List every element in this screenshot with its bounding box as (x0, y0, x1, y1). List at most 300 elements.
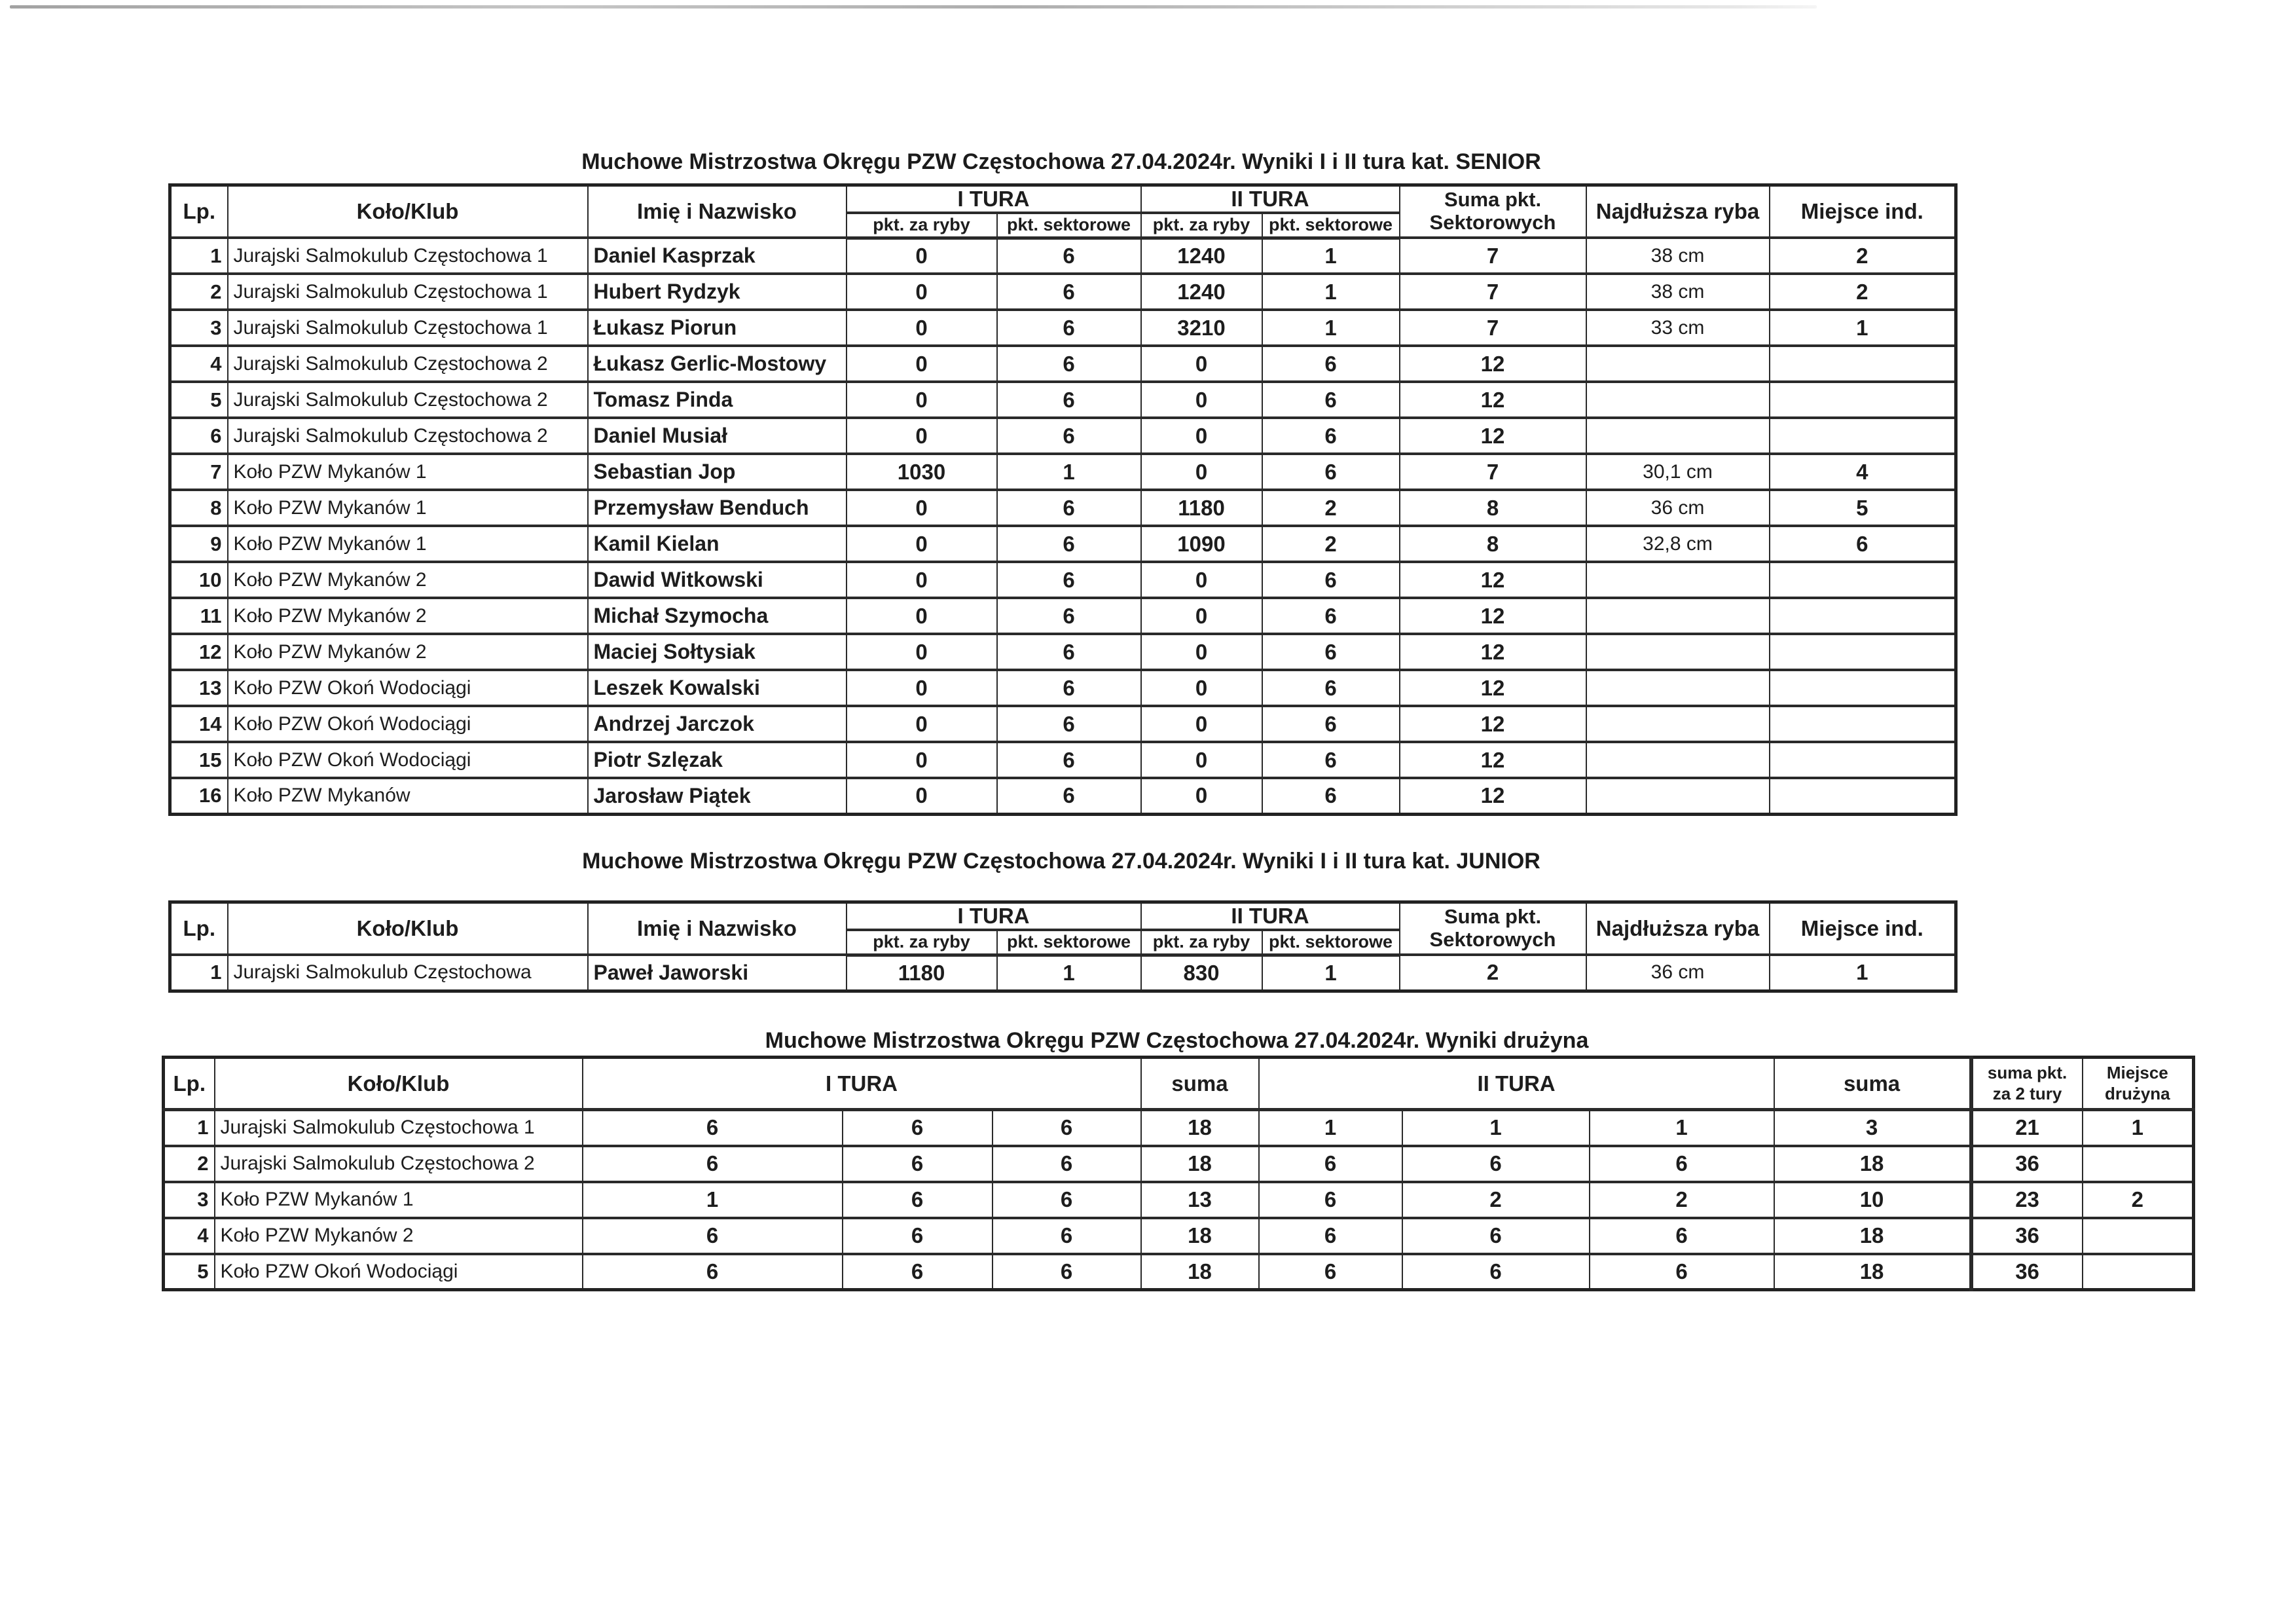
miejsce-ind-cell: 2 (1770, 238, 1956, 274)
team-results-table (162, 1056, 2195, 1291)
tura2-pkt-sektorowe-cell: 2 (1262, 526, 1400, 562)
team-header-suma2: suma (1774, 1058, 1971, 1110)
tura2-pkt-sektorowe-cell: 6 (1262, 634, 1400, 670)
name-cell: Maciej Sołtysiak (588, 634, 847, 670)
tura2-pkt-sektorowe-cell: 6 (1262, 670, 1400, 706)
tura2-sektor1-cell: 6 (1259, 1146, 1402, 1182)
suma-pkt-cell: 12 (1400, 706, 1586, 742)
tura1-sektor2-cell: 6 (843, 1146, 993, 1182)
tura1-pkt-ryby-cell: 0 (847, 238, 997, 274)
lp-cell: 14 (170, 706, 228, 742)
lp-cell: 16 (170, 778, 228, 814)
suma-pkt-cell: 7 (1400, 238, 1586, 274)
tura1-sektor3-cell: 6 (993, 1218, 1141, 1254)
tura2-pkt-ryby-cell: 0 (1141, 418, 1262, 454)
junior-table-header (170, 902, 1956, 955)
suma-pkt-cell: 12 (1400, 562, 1586, 598)
miejsce-druzyna-line2: drużyna (2104, 1083, 2170, 1103)
tura2-pkt-ryby-cell: 3210 (1141, 310, 1262, 346)
team-table-header (164, 1058, 2194, 1110)
junior-table-body (170, 955, 1956, 991)
senior-row (170, 634, 1956, 670)
tura2-sektor1-cell: 1 (1259, 1110, 1402, 1146)
miejsce-druzyna-cell (2083, 1218, 2194, 1254)
tura1-pkt-sektorowe-cell: 6 (997, 238, 1141, 274)
junior-row (170, 955, 1956, 991)
junior-header-tura2: II TURA (1141, 902, 1400, 931)
miejsce-druzyna-cell (2083, 1254, 2194, 1290)
miejsce-ind-cell (1770, 418, 1956, 454)
tura1-sektor1-cell: 6 (583, 1146, 843, 1182)
suma1-cell: 18 (1141, 1110, 1259, 1146)
club-cell: Jurajski Salmokulub Częstochowa 1 (215, 1110, 583, 1146)
suma-2-tury-line2: za 2 tury (1992, 1083, 2062, 1103)
senior-table-title: Muchowe Mistrzostwa Okręgu PZW Częstochowa 27.04.2024r. Wyniki I i II tura kat. SENIOR (581, 149, 1541, 174)
tura2-pkt-sektorowe-cell: 6 (1262, 418, 1400, 454)
junior-header-tura2-pkt-sektorowe: pkt. sektorowe (1262, 930, 1400, 955)
junior-header-club: Koło/Klub (228, 902, 588, 955)
tura1-pkt-ryby-cell: 0 (847, 310, 997, 346)
tura1-sektor3-cell: 6 (993, 1110, 1141, 1146)
senior-header-club: Koło/Klub (228, 185, 588, 238)
junior-header-tura2-pkt-ryby: pkt. za ryby (1141, 930, 1262, 955)
suma1-cell: 18 (1141, 1254, 1259, 1290)
tura2-pkt-sektorowe-cell: 1 (1262, 310, 1400, 346)
najdluzsza-ryba-cell (1586, 382, 1770, 418)
name-cell: Andrzej Jarczok (588, 706, 847, 742)
club-cell: Koło PZW Okoń Wodociągi (228, 706, 588, 742)
name-cell: Łukasz Piorun (588, 310, 847, 346)
team-table-body (164, 1110, 2194, 1290)
miejsce-ind-cell: 4 (1770, 454, 1956, 490)
tura1-pkt-ryby-cell: 0 (847, 346, 997, 382)
suma-2-tury-cell: 23 (1971, 1182, 2083, 1218)
senior-row (170, 490, 1956, 526)
junior-header-suma-pkt (1400, 902, 1586, 955)
tura2-pkt-ryby-cell: 0 (1141, 562, 1262, 598)
tura2-pkt-ryby-cell: 830 (1141, 955, 1262, 991)
club-cell: Jurajski Salmokulub Częstochowa 2 (228, 418, 588, 454)
najdluzsza-ryba-cell (1586, 670, 1770, 706)
club-cell: Jurajski Salmokulub Częstochowa 2 (228, 346, 588, 382)
tura2-pkt-sektorowe-cell: 6 (1262, 382, 1400, 418)
tura1-pkt-ryby-cell: 0 (847, 706, 997, 742)
lp-cell: 6 (170, 418, 228, 454)
tura2-pkt-ryby-cell: 1240 (1141, 238, 1262, 274)
tura1-pkt-sektorowe-cell: 1 (997, 955, 1141, 991)
senior-row (170, 706, 1956, 742)
senior-header-tura2-pkt-ryby: pkt. za ryby (1141, 213, 1262, 238)
tura1-sektor3-cell: 6 (993, 1254, 1141, 1290)
club-cell: Jurajski Salmokulub Częstochowa (228, 955, 588, 991)
tura2-sektor3-cell: 6 (1590, 1218, 1774, 1254)
club-cell: Koło PZW Mykanów 2 (215, 1218, 583, 1254)
tura1-sektor1-cell: 6 (583, 1254, 843, 1290)
club-cell: Koło PZW Mykanów 1 (228, 454, 588, 490)
lp-cell: 11 (170, 598, 228, 634)
senior-row (170, 382, 1956, 418)
tura2-pkt-sektorowe-cell: 6 (1262, 454, 1400, 490)
suma-pkt-cell: 7 (1400, 274, 1586, 310)
name-cell: Leszek Kowalski (588, 670, 847, 706)
suma1-cell: 18 (1141, 1146, 1259, 1182)
suma-2-tury-cell: 36 (1971, 1146, 2083, 1182)
senior-row (170, 310, 1956, 346)
name-cell: Michał Szymocha (588, 598, 847, 634)
najdluzsza-ryba-cell (1586, 706, 1770, 742)
name-cell: Tomasz Pinda (588, 382, 847, 418)
suma-pkt-cell: 2 (1400, 955, 1586, 991)
tura2-sektor2-cell: 6 (1402, 1218, 1590, 1254)
suma-pkt-line2: Sektorowych (1429, 928, 1556, 951)
tura1-pkt-sektorowe-cell: 6 (997, 598, 1141, 634)
tura1-pkt-sektorowe-cell: 6 (997, 778, 1141, 814)
tura2-pkt-ryby-cell: 1180 (1141, 490, 1262, 526)
team-header-tura1: I TURA (583, 1058, 1141, 1110)
senior-row (170, 526, 1956, 562)
suma1-cell: 13 (1141, 1182, 1259, 1218)
miejsce-ind-cell (1770, 346, 1956, 382)
tura1-sektor1-cell: 6 (583, 1110, 843, 1146)
suma-pkt-cell: 12 (1400, 346, 1586, 382)
tura1-sektor2-cell: 6 (843, 1182, 993, 1218)
scanner-artifact-bar (10, 5, 1817, 9)
club-cell: Jurajski Salmokulub Częstochowa 1 (228, 310, 588, 346)
tura1-pkt-ryby-cell: 0 (847, 634, 997, 670)
suma-2-tury-cell: 21 (1971, 1110, 2083, 1146)
tura1-pkt-sektorowe-cell: 6 (997, 274, 1141, 310)
suma-2-tury-cell: 36 (1971, 1218, 2083, 1254)
name-cell: Piotr Szlęzak (588, 742, 847, 778)
tura2-sektor1-cell: 6 (1259, 1182, 1402, 1218)
tura1-sektor1-cell: 1 (583, 1182, 843, 1218)
junior-results-table (168, 900, 1958, 993)
tura1-pkt-sektorowe-cell: 6 (997, 346, 1141, 382)
tura2-pkt-sektorowe-cell: 6 (1262, 742, 1400, 778)
tura2-pkt-ryby-cell: 0 (1141, 778, 1262, 814)
name-cell: Łukasz Gerlic-Mostowy (588, 346, 847, 382)
tura2-pkt-ryby-cell: 1240 (1141, 274, 1262, 310)
lp-cell: 3 (170, 310, 228, 346)
miejsce-ind-cell (1770, 382, 1956, 418)
najdluzsza-ryba-cell (1586, 598, 1770, 634)
tura2-sektor2-cell: 6 (1402, 1146, 1590, 1182)
lp-cell: 10 (170, 562, 228, 598)
tura2-sektor1-cell: 6 (1259, 1218, 1402, 1254)
miejsce-ind-cell (1770, 562, 1956, 598)
tura1-sektor2-cell: 6 (843, 1254, 993, 1290)
tura1-pkt-ryby-cell: 0 (847, 598, 997, 634)
lp-cell: 5 (170, 382, 228, 418)
club-cell: Koło PZW Mykanów 2 (228, 634, 588, 670)
lp-cell: 1 (170, 238, 228, 274)
suma-pkt-line1: Suma pkt. (1444, 188, 1542, 212)
miejsce-ind-cell: 6 (1770, 526, 1956, 562)
miejsce-druzyna-cell: 1 (2083, 1110, 2194, 1146)
tura2-sektor1-cell: 6 (1259, 1254, 1402, 1290)
najdluzsza-ryba-cell: 38 cm (1586, 274, 1770, 310)
suma-2-tury-cell: 36 (1971, 1254, 2083, 1290)
junior-header-tura1: I TURA (847, 902, 1141, 931)
tura2-sektor3-cell: 6 (1590, 1146, 1774, 1182)
lp-cell: 4 (164, 1218, 215, 1254)
tura2-pkt-sektorowe-cell: 6 (1262, 598, 1400, 634)
miejsce-druzyna-cell: 2 (2083, 1182, 2194, 1218)
team-header-club: Koło/Klub (215, 1058, 583, 1110)
najdluzsza-ryba-cell (1586, 742, 1770, 778)
tura1-pkt-sektorowe-cell: 6 (997, 382, 1141, 418)
tura1-pkt-sektorowe-cell: 6 (997, 526, 1141, 562)
junior-table-title: Muchowe Mistrzostwa Okręgu PZW Częstochowa 27.04.2024r. Wyniki I i II tura kat. JUNIOR (582, 849, 1540, 874)
miejsce-ind-cell (1770, 778, 1956, 814)
tura2-pkt-ryby-cell: 0 (1141, 670, 1262, 706)
suma2-cell: 3 (1774, 1110, 1971, 1146)
tura1-pkt-ryby-cell: 0 (847, 490, 997, 526)
name-cell: Kamil Kielan (588, 526, 847, 562)
club-cell: Koło PZW Mykanów 1 (228, 526, 588, 562)
junior-header-najdluzsza-ryba: Najdłuższa ryba (1586, 902, 1770, 955)
tura1-pkt-ryby-cell: 0 (847, 670, 997, 706)
najdluzsza-ryba-cell: 38 cm (1586, 238, 1770, 274)
tura1-sektor2-cell: 6 (843, 1218, 993, 1254)
najdluzsza-ryba-cell: 36 cm (1586, 955, 1770, 991)
tura2-pkt-ryby-cell: 0 (1141, 454, 1262, 490)
tura1-pkt-sektorowe-cell: 1 (997, 454, 1141, 490)
senior-header-miejsce-ind: Miejsce ind. (1770, 185, 1956, 238)
suma-pkt-cell: 12 (1400, 634, 1586, 670)
tura2-pkt-ryby-cell: 1090 (1141, 526, 1262, 562)
junior-header-lp: Lp. (170, 902, 228, 955)
tura2-sektor3-cell: 2 (1590, 1182, 1774, 1218)
tura2-pkt-sektorowe-cell: 6 (1262, 346, 1400, 382)
suma2-cell: 18 (1774, 1254, 1971, 1290)
miejsce-ind-cell: 1 (1770, 310, 1956, 346)
name-cell: Daniel Musiał (588, 418, 847, 454)
miejsce-ind-cell (1770, 598, 1956, 634)
tura2-pkt-sektorowe-cell: 1 (1262, 955, 1400, 991)
club-cell: Koło PZW Mykanów (228, 778, 588, 814)
senior-header-najdluzsza-ryba: Najdłuższa ryba (1586, 185, 1770, 238)
tura2-sektor3-cell: 1 (1590, 1110, 1774, 1146)
suma-2-tury-line1: suma pkt. (1987, 1063, 2068, 1083)
tura1-pkt-ryby-cell: 0 (847, 778, 997, 814)
tura2-pkt-sektorowe-cell: 6 (1262, 562, 1400, 598)
lp-cell: 4 (170, 346, 228, 382)
miejsce-ind-cell: 2 (1770, 274, 1956, 310)
najdluzsza-ryba-cell (1586, 418, 1770, 454)
miejsce-ind-cell: 5 (1770, 490, 1956, 526)
lp-cell: 1 (164, 1110, 215, 1146)
suma-pkt-cell: 12 (1400, 418, 1586, 454)
tura2-sektor2-cell: 1 (1402, 1110, 1590, 1146)
club-cell: Koło PZW Okoń Wodociągi (215, 1254, 583, 1290)
senior-header-tura2: II TURA (1141, 185, 1400, 213)
miejsce-ind-cell (1770, 706, 1956, 742)
tura2-pkt-sektorowe-cell: 2 (1262, 490, 1400, 526)
tura1-pkt-ryby-cell: 0 (847, 382, 997, 418)
team-header-suma1: suma (1141, 1058, 1259, 1110)
name-cell: Hubert Rydzyk (588, 274, 847, 310)
tura2-pkt-sektorowe-cell: 6 (1262, 778, 1400, 814)
tura1-pkt-ryby-cell: 0 (847, 418, 997, 454)
tura1-pkt-ryby-cell: 0 (847, 742, 997, 778)
suma-pkt-cell: 12 (1400, 382, 1586, 418)
team-header-lp: Lp. (164, 1058, 215, 1110)
tura2-pkt-sektorowe-cell: 1 (1262, 274, 1400, 310)
tura1-pkt-sektorowe-cell: 6 (997, 706, 1141, 742)
senior-table-header (170, 185, 1956, 238)
suma-pkt-line1: Suma pkt. (1444, 905, 1542, 929)
senior-results-table (168, 183, 1958, 816)
tura2-pkt-ryby-cell: 0 (1141, 382, 1262, 418)
tura1-pkt-ryby-cell: 0 (847, 562, 997, 598)
team-header-suma-2-tury (1971, 1058, 2083, 1110)
tura1-pkt-sektorowe-cell: 6 (997, 562, 1141, 598)
team-header-miejsce-druzyna (2083, 1058, 2194, 1110)
senior-row (170, 346, 1956, 382)
team-table-title: Muchowe Mistrzostwa Okręgu PZW Częstochowa 27.04.2024r. Wyniki drużyna (765, 1028, 1589, 1053)
club-cell: Jurajski Salmokulub Częstochowa 2 (228, 382, 588, 418)
suma2-cell: 10 (1774, 1182, 1971, 1218)
tura2-pkt-ryby-cell: 0 (1141, 634, 1262, 670)
najdluzsza-ryba-cell (1586, 778, 1770, 814)
lp-cell: 1 (170, 955, 228, 991)
tura2-pkt-ryby-cell: 0 (1141, 742, 1262, 778)
tura2-pkt-ryby-cell: 0 (1141, 598, 1262, 634)
najdluzsza-ryba-cell: 33 cm (1586, 310, 1770, 346)
lp-cell: 8 (170, 490, 228, 526)
name-cell: Sebastian Jop (588, 454, 847, 490)
lp-cell: 13 (170, 670, 228, 706)
suma-pkt-cell: 12 (1400, 742, 1586, 778)
najdluzsza-ryba-cell: 36 cm (1586, 490, 1770, 526)
tura2-sektor2-cell: 2 (1402, 1182, 1590, 1218)
club-cell: Jurajski Salmokulub Częstochowa 1 (228, 274, 588, 310)
lp-cell: 2 (164, 1146, 215, 1182)
senior-header-suma-pkt (1400, 185, 1586, 238)
junior-header-miejsce-ind: Miejsce ind. (1770, 902, 1956, 955)
senior-row (170, 238, 1956, 274)
miejsce-ind-cell (1770, 742, 1956, 778)
club-cell: Koło PZW Mykanów 1 (228, 490, 588, 526)
senior-header-tura1-pkt-sektorowe: pkt. sektorowe (997, 213, 1141, 238)
club-cell: Koło PZW Mykanów 1 (215, 1182, 583, 1218)
team-row (164, 1182, 2194, 1218)
najdluzsza-ryba-cell (1586, 562, 1770, 598)
najdluzsza-ryba-cell: 30,1 cm (1586, 454, 1770, 490)
club-cell: Koło PZW Okoń Wodociągi (228, 742, 588, 778)
team-row (164, 1254, 2194, 1290)
suma-pkt-cell: 12 (1400, 670, 1586, 706)
miejsce-ind-cell: 1 (1770, 955, 1956, 991)
suma-pkt-cell: 8 (1400, 526, 1586, 562)
suma-pkt-line2: Sektorowych (1429, 211, 1556, 234)
tura2-pkt-sektorowe-cell: 1 (1262, 238, 1400, 274)
junior-header-tura1-pkt-sektorowe: pkt. sektorowe (997, 930, 1141, 955)
senior-row (170, 598, 1956, 634)
tura2-sektor3-cell: 6 (1590, 1254, 1774, 1290)
tura1-sektor2-cell: 6 (843, 1110, 993, 1146)
senior-row (170, 742, 1956, 778)
tura1-pkt-sektorowe-cell: 6 (997, 670, 1141, 706)
suma-pkt-cell: 7 (1400, 310, 1586, 346)
name-cell: Jarosław Piątek (588, 778, 847, 814)
tura2-sektor2-cell: 6 (1402, 1254, 1590, 1290)
suma-pkt-cell: 7 (1400, 454, 1586, 490)
junior-header-name: Imię i Nazwisko (588, 902, 847, 955)
lp-cell: 15 (170, 742, 228, 778)
miejsce-druzyna-line1: Miejsce (2106, 1063, 2168, 1083)
najdluzsza-ryba-cell: 32,8 cm (1586, 526, 1770, 562)
senior-header-lp: Lp. (170, 185, 228, 238)
senior-header-tura2-pkt-sektorowe: pkt. sektorowe (1262, 213, 1400, 238)
tura2-pkt-ryby-cell: 0 (1141, 346, 1262, 382)
tura2-pkt-ryby-cell: 0 (1141, 706, 1262, 742)
lp-cell: 9 (170, 526, 228, 562)
tura1-sektor1-cell: 6 (583, 1218, 843, 1254)
tura1-pkt-sektorowe-cell: 6 (997, 310, 1141, 346)
senior-row (170, 778, 1956, 814)
senior-header-name: Imię i Nazwisko (588, 185, 847, 238)
name-cell: Przemysław Benduch (588, 490, 847, 526)
miejsce-druzyna-cell (2083, 1146, 2194, 1182)
najdluzsza-ryba-cell (1586, 634, 1770, 670)
tura1-pkt-sektorowe-cell: 6 (997, 634, 1141, 670)
senior-row (170, 670, 1956, 706)
lp-cell: 3 (164, 1182, 215, 1218)
tura2-pkt-sektorowe-cell: 6 (1262, 706, 1400, 742)
tura1-pkt-sektorowe-cell: 6 (997, 418, 1141, 454)
suma2-cell: 18 (1774, 1218, 1971, 1254)
suma-pkt-cell: 12 (1400, 598, 1586, 634)
senior-row (170, 562, 1956, 598)
senior-row (170, 454, 1956, 490)
suma-pkt-cell: 8 (1400, 490, 1586, 526)
suma-pkt-cell: 12 (1400, 778, 1586, 814)
team-row (164, 1218, 2194, 1254)
club-cell: Jurajski Salmokulub Częstochowa 1 (228, 238, 588, 274)
najdluzsza-ryba-cell (1586, 346, 1770, 382)
senior-row (170, 418, 1956, 454)
team-row (164, 1146, 2194, 1182)
tura1-pkt-ryby-cell: 0 (847, 274, 997, 310)
tura1-sektor3-cell: 6 (993, 1146, 1141, 1182)
lp-cell: 12 (170, 634, 228, 670)
senior-row (170, 274, 1956, 310)
lp-cell: 5 (164, 1254, 215, 1290)
tura1-sektor3-cell: 6 (993, 1182, 1141, 1218)
tura1-pkt-ryby-cell: 0 (847, 526, 997, 562)
lp-cell: 2 (170, 274, 228, 310)
name-cell: Dawid Witkowski (588, 562, 847, 598)
junior-header-tura1-pkt-ryby: pkt. za ryby (847, 930, 997, 955)
club-cell: Koło PZW Okoń Wodociągi (228, 670, 588, 706)
tura1-pkt-sektorowe-cell: 6 (997, 490, 1141, 526)
senior-header-tura1-pkt-ryby: pkt. za ryby (847, 213, 997, 238)
name-cell: Paweł Jaworski (588, 955, 847, 991)
team-row (164, 1110, 2194, 1146)
senior-table-body (170, 238, 1956, 814)
senior-header-tura1: I TURA (847, 185, 1141, 213)
suma2-cell: 18 (1774, 1146, 1971, 1182)
miejsce-ind-cell (1770, 634, 1956, 670)
miejsce-ind-cell (1770, 670, 1956, 706)
lp-cell: 7 (170, 454, 228, 490)
suma1-cell: 18 (1141, 1218, 1259, 1254)
tura1-pkt-sektorowe-cell: 6 (997, 742, 1141, 778)
tura1-pkt-ryby-cell: 1180 (847, 955, 997, 991)
name-cell: Daniel Kasprzak (588, 238, 847, 274)
